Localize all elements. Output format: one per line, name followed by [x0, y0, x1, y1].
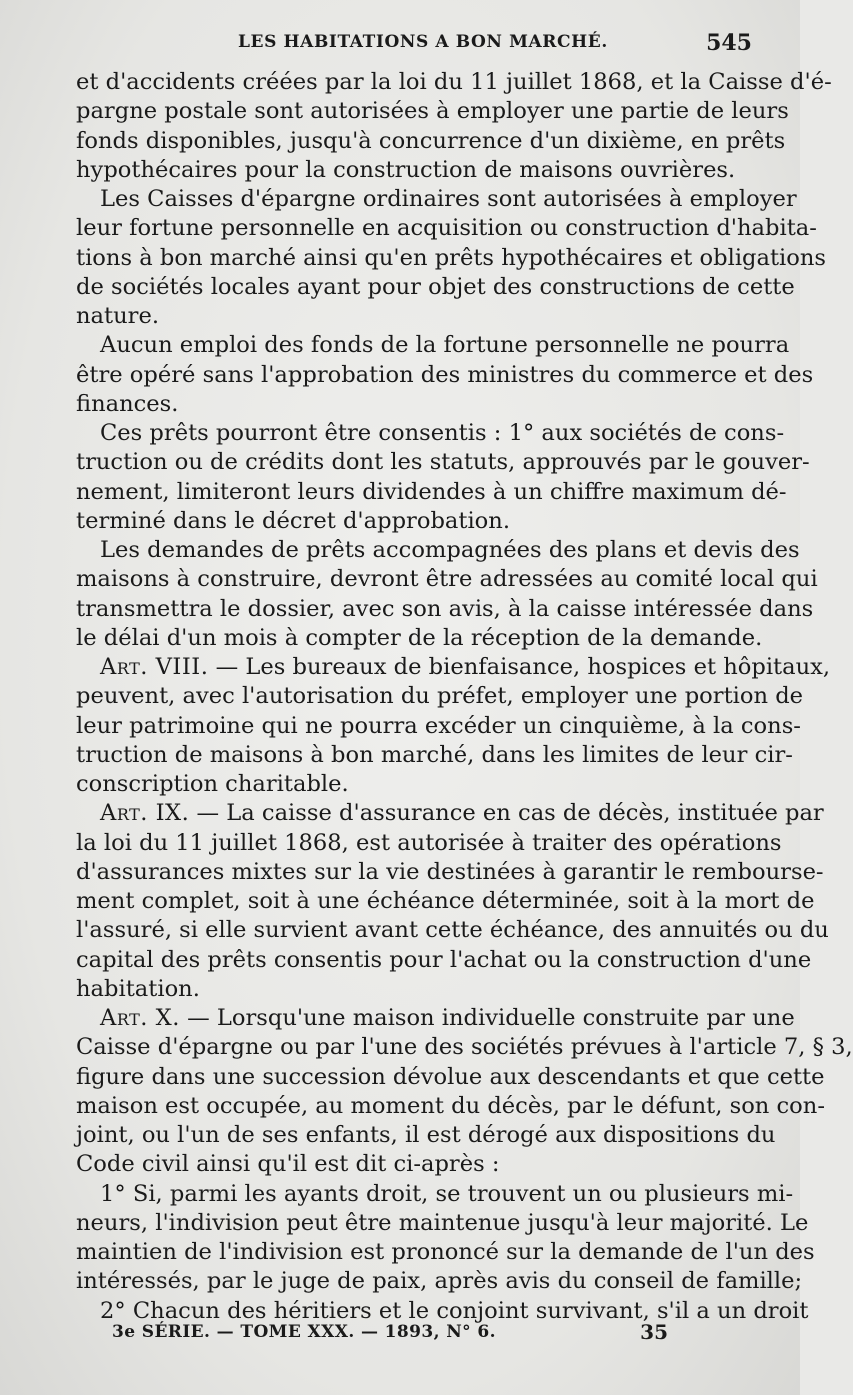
line-text: être opéré sans l'approbation des ministres du commerce et des	[76, 361, 814, 388]
text-line	[76, 565, 818, 594]
text-line	[76, 536, 800, 565]
text-line	[76, 770, 752, 799]
paragraph	[76, 1180, 815, 1297]
text-line	[76, 273, 795, 302]
text-line	[76, 214, 817, 243]
text-line	[76, 975, 752, 1004]
line-text: truction ou de crédits dont les statuts, approuvés par le gouver-	[76, 449, 810, 476]
line-text: intéressés, par le juge de paix, après avis du conseil de famille;	[76, 1268, 803, 1295]
paragraph	[76, 68, 832, 185]
page-number: 545	[706, 30, 752, 56]
text-line	[76, 1092, 825, 1121]
text-line	[76, 916, 829, 945]
line-text: Les Caisses d'épargne ordinaires sont autorisées à employer	[100, 186, 797, 212]
running-title: LES HABITATIONS A BON MARCHÉ.	[238, 32, 608, 52]
line-text: Les demandes de prêts accompagnées des plans et devis des	[100, 537, 800, 563]
text-line	[76, 1267, 803, 1296]
line-text: conscription charitable.	[76, 771, 349, 797]
page-footer	[112, 1322, 668, 1352]
text-line	[76, 741, 793, 770]
line-text: joint, ou l'un de ses enfants, il est dérogé aux dispositions du	[76, 1122, 776, 1148]
text-line	[76, 331, 790, 360]
article-paragraph	[76, 1004, 853, 1180]
text-line	[76, 448, 810, 477]
line-text: Caisse d'épargne ou par l'une des sociétés prévues à l'article 7, § 3,	[76, 1034, 853, 1061]
article-label: Art. VIII.	[100, 654, 209, 680]
text-line	[76, 1150, 752, 1179]
line-text: maison est occupée, au moment du décès, par le défunt, son con-	[76, 1092, 825, 1119]
text-line	[76, 946, 812, 975]
article-label: Art. IX.	[100, 800, 190, 827]
text-line	[76, 799, 824, 828]
text-line	[76, 302, 752, 331]
text-line	[76, 390, 752, 419]
text-line	[76, 682, 804, 711]
line-text: pargne postale sont autorisées à employer une partie de leurs	[76, 98, 789, 125]
paragraph	[76, 536, 818, 653]
text-line	[76, 97, 789, 126]
text-line	[76, 887, 815, 916]
line-text: fonds disponibles, jusqu'à concurrence d'un dixième, en prêts	[76, 127, 786, 154]
line-text: Aucun emploi des fonds de la fortune personnelle ne pourra	[100, 332, 790, 359]
text-line	[76, 419, 785, 448]
line-text: maisons à construire, devront être adressées au comité local qui	[76, 566, 818, 593]
line-text: Ces prêts pourront être consentis : 1° aux sociétés de cons-	[100, 420, 785, 446]
text-line	[76, 712, 801, 741]
line-text: nement, limiteront leurs dividendes à un chiffre maximum dé-	[76, 478, 787, 505]
body-text	[76, 68, 853, 1326]
line-text: et d'accidents créées par la loi du 11 juillet 1868, et la Caisse d'é-	[76, 69, 832, 95]
line-text: — La caisse d'assurance en cas de décès, instituée par	[189, 800, 824, 827]
sheet-number: 35	[640, 1320, 668, 1344]
line-text: leur fortune personnelle en acquisition ou construction d'habita-	[76, 215, 817, 242]
paragraph	[76, 331, 814, 419]
line-text: figure dans une succession dévolue aux descendants et que cette	[76, 1063, 825, 1090]
line-text: neurs, l'indivision peut être maintenue jusqu'à leur majorité. Le	[76, 1209, 809, 1236]
line-text: peuvent, avec l'autorisation du préfet, employer une portion de	[76, 683, 804, 710]
paragraph	[76, 419, 810, 536]
line-text: le délai d'un mois à compter de la réception de la demande.	[76, 624, 763, 651]
line-text: Code civil ainsi qu'il est dit ci-après :	[76, 1151, 500, 1178]
line-text: terminé dans le décret d'approbation.	[76, 507, 511, 534]
text-line	[76, 1063, 825, 1092]
line-text: — Les bureaux de bienfaisance, hospices et hôpitaux,	[208, 654, 831, 680]
line-text: leur patrimoine qui ne pourra excéder un cinquième, à la cons-	[76, 712, 801, 739]
page-header	[60, 30, 760, 60]
text-line	[76, 624, 763, 653]
line-text: d'assurances mixtes sur la vie destinées à garantir le rembourse-	[76, 858, 824, 885]
text-line	[76, 361, 814, 390]
text-line	[76, 244, 827, 273]
line-text: tions à bon marché ainsi qu'en prêts hypothécaires et obligations	[76, 244, 827, 271]
text-line	[76, 127, 786, 156]
article-paragraph	[76, 653, 831, 799]
line-text: ment complet, soit à une échéance déterminée, soit à la mort de	[76, 888, 815, 914]
article-label: Art. X.	[100, 1005, 180, 1031]
line-text: capital des prêts consentis pour l'achat ou la construction d'une	[76, 946, 812, 973]
line-text: truction de maisons à bon marché, dans les limites de leur cir-	[76, 741, 793, 768]
line-text: 2° Chacun des héritiers et le conjoint survivant, s'il a un droit	[100, 1297, 809, 1324]
line-text: transmettra le dossier, avec son avis, à la caisse intéressée dans	[76, 595, 814, 622]
line-text: maintien de l'indivision est prononcé sur la demande de l'un des	[76, 1239, 815, 1265]
line-text: finances.	[76, 390, 179, 417]
line-text: nature.	[76, 303, 160, 329]
line-text: 1° Si, parmi les ayants droit, se trouvent un ou plusieurs mi-	[100, 1180, 794, 1207]
line-text: habitation.	[76, 975, 200, 1002]
text-line	[76, 1033, 853, 1062]
text-line	[76, 1004, 795, 1033]
text-line	[76, 68, 832, 97]
line-text: la loi du 11 juillet 1868, est autorisée à traiter des opérations	[76, 829, 782, 856]
text-line	[76, 1209, 809, 1238]
paragraph	[76, 185, 827, 331]
text-line	[76, 507, 752, 536]
article-paragraph	[76, 799, 829, 1004]
text-line	[76, 653, 831, 682]
line-text: l'assuré, si elle survient avant cette échéance, des annuités ou du	[76, 917, 829, 944]
text-line	[76, 829, 782, 858]
text-line	[76, 1121, 776, 1150]
text-line	[76, 185, 797, 214]
signature-line: 3e SÉRIE. — TOME XXX. — 1893, N° 6.	[112, 1322, 496, 1342]
line-text: hypothécaires pour la construction de maisons ouvrières.	[76, 156, 736, 183]
text-line	[76, 1180, 794, 1209]
line-text: — Lorsqu'une maison individuelle construite par une	[179, 1005, 795, 1031]
text-line	[76, 858, 824, 887]
text-line	[76, 156, 752, 185]
line-text: de sociétés locales ayant pour objet des constructions de cette	[76, 273, 795, 300]
text-line	[76, 595, 814, 624]
text-line	[76, 1238, 815, 1267]
text-line	[76, 478, 787, 507]
